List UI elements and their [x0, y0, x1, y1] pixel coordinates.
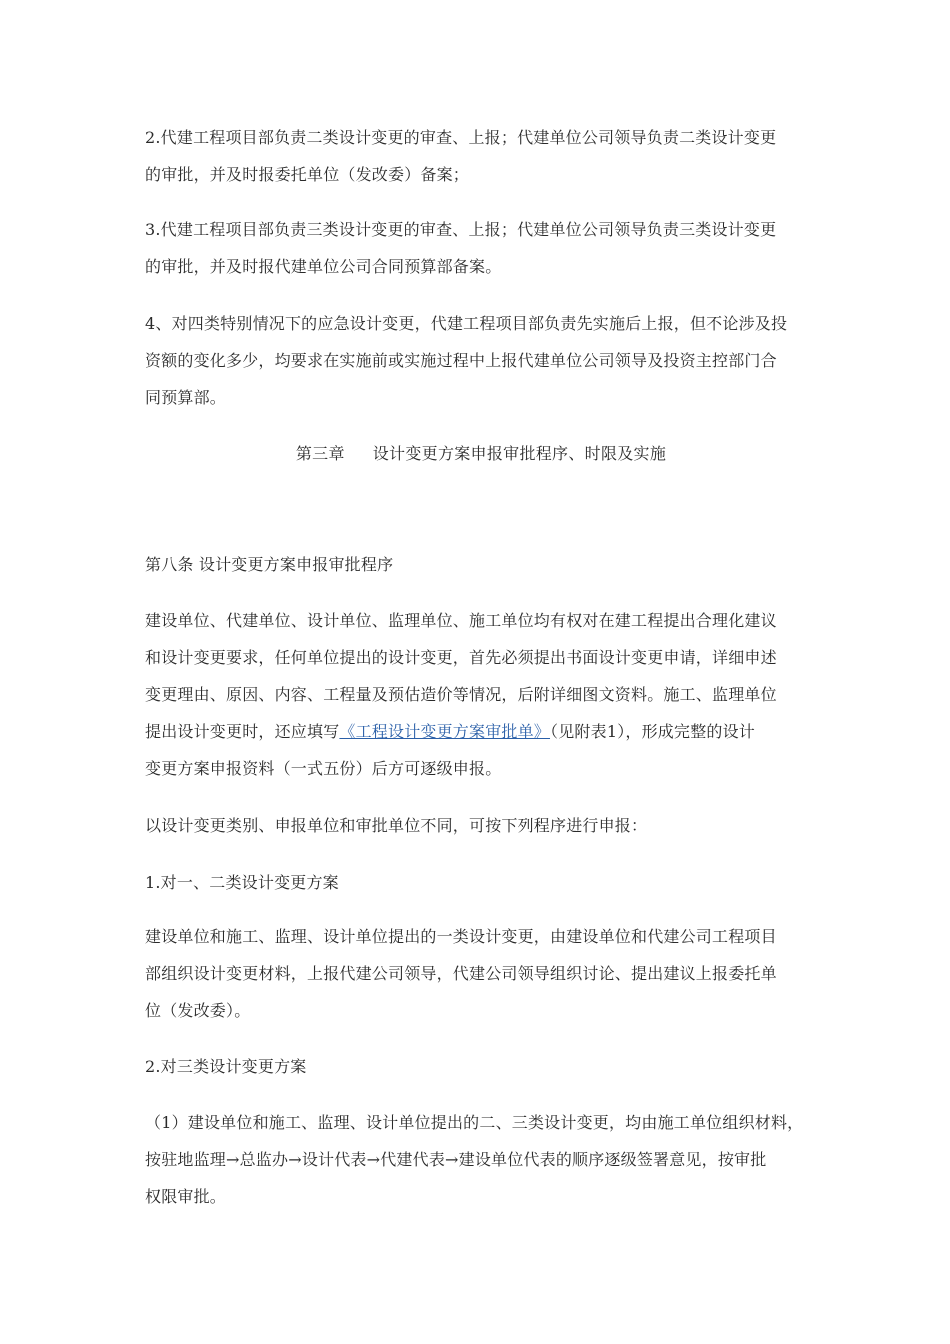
paragraph-class3-procedure — [145, 1104, 817, 1215]
approval-form-link[interactable]: 《工程设计变更方案审批单》 — [339, 722, 551, 741]
chapter-heading — [145, 435, 817, 472]
text-line: 变更理由、原因、内容、工程量及预估造价等情况，后附详细图文资料。施工、监理单位 — [145, 685, 777, 704]
paragraph-class2-review — [145, 119, 817, 193]
text-line: 资额的变化多少，均要求在实施前或实施过程中上报代建单位公司领导及投资主控部门合 — [145, 351, 777, 370]
text-segment: 提出设计变更时，还应填写 — [145, 722, 340, 741]
item-1-heading — [145, 864, 817, 901]
paragraph-class1-procedure — [145, 918, 817, 1029]
paragraph-procedure-intro — [145, 807, 817, 844]
text-line: 2.代建工程项目部负责二类设计变更的审查、上报；代建单位公司领导负责二类设计变更 — [145, 128, 777, 147]
text-line: 1.对一、二类设计变更方案 — [145, 873, 339, 892]
text-line: 的审批，并及时报代建单位公司合同预算部备案。 — [145, 257, 502, 276]
text-line: 位（发改委）。 — [145, 1001, 251, 1020]
text-line: 建设单位、代建单位、设计单位、监理单位、施工单位均有权对在建工程提出合理化建议 — [145, 611, 777, 630]
text-line: 同预算部。 — [145, 388, 227, 407]
text-line: 部组织设计变更材料，上报代建公司领导，代建公司领导组织讨论、提出建议上报委托单 — [145, 964, 777, 983]
text-line: 以设计变更类别、申报单位和审批单位不同，可按下列程序进行申报： — [145, 816, 648, 835]
text-line — [145, 713, 817, 750]
text-line: 和设计变更要求，任何单位提出的设计变更，首先必须提出书面设计变更申请，详细申述 — [145, 648, 777, 667]
text-line: （1）建设单位和施工、监理、设计单位提出的二、三类设计变更，均由施工单位组织材料， — [145, 1113, 804, 1132]
text-line: 2.对三类设计变更方案 — [145, 1057, 307, 1076]
article-heading — [145, 546, 817, 583]
text-line: 权限审批。 — [145, 1187, 227, 1206]
chapter-number: 第三章 — [295, 444, 345, 463]
paragraph-application-requirements — [145, 602, 817, 787]
text-line: 变更方案申报资料（一式五份）后方可逐级申报。 — [145, 759, 502, 778]
chapter-title: 设计变更方案申报审批程序、时限及实施 — [372, 444, 667, 463]
text-line: 4、对四类特别情况下的应急设计变更，代建工程项目部负责先实施后上报，但不论涉及投 — [145, 314, 788, 333]
text-line: 按驻地监理→总监办→设计代表→代建代表→建设单位代表的顺序逐级签署意见，按审批 — [145, 1150, 767, 1169]
paragraph-class3-review — [145, 211, 817, 285]
article-8-title: 第八条 设计变更方案申报审批程序 — [145, 555, 394, 574]
paragraph-class4-emergency — [145, 305, 817, 416]
text-segment: （见附表1），形成完整的设计 — [550, 722, 755, 741]
item-2-heading — [145, 1048, 817, 1085]
text-line: 的审批，并及时报委托单位（发改委）备案； — [145, 165, 470, 184]
text-line: 3.代建工程项目部负责三类设计变更的审查、上报；代建单位公司领导负责三类设计变更 — [145, 220, 777, 239]
text-line: 建设单位和施工、监理、设计单位提出的一类设计变更，由建设单位和代建公司工程项目 — [145, 927, 777, 946]
